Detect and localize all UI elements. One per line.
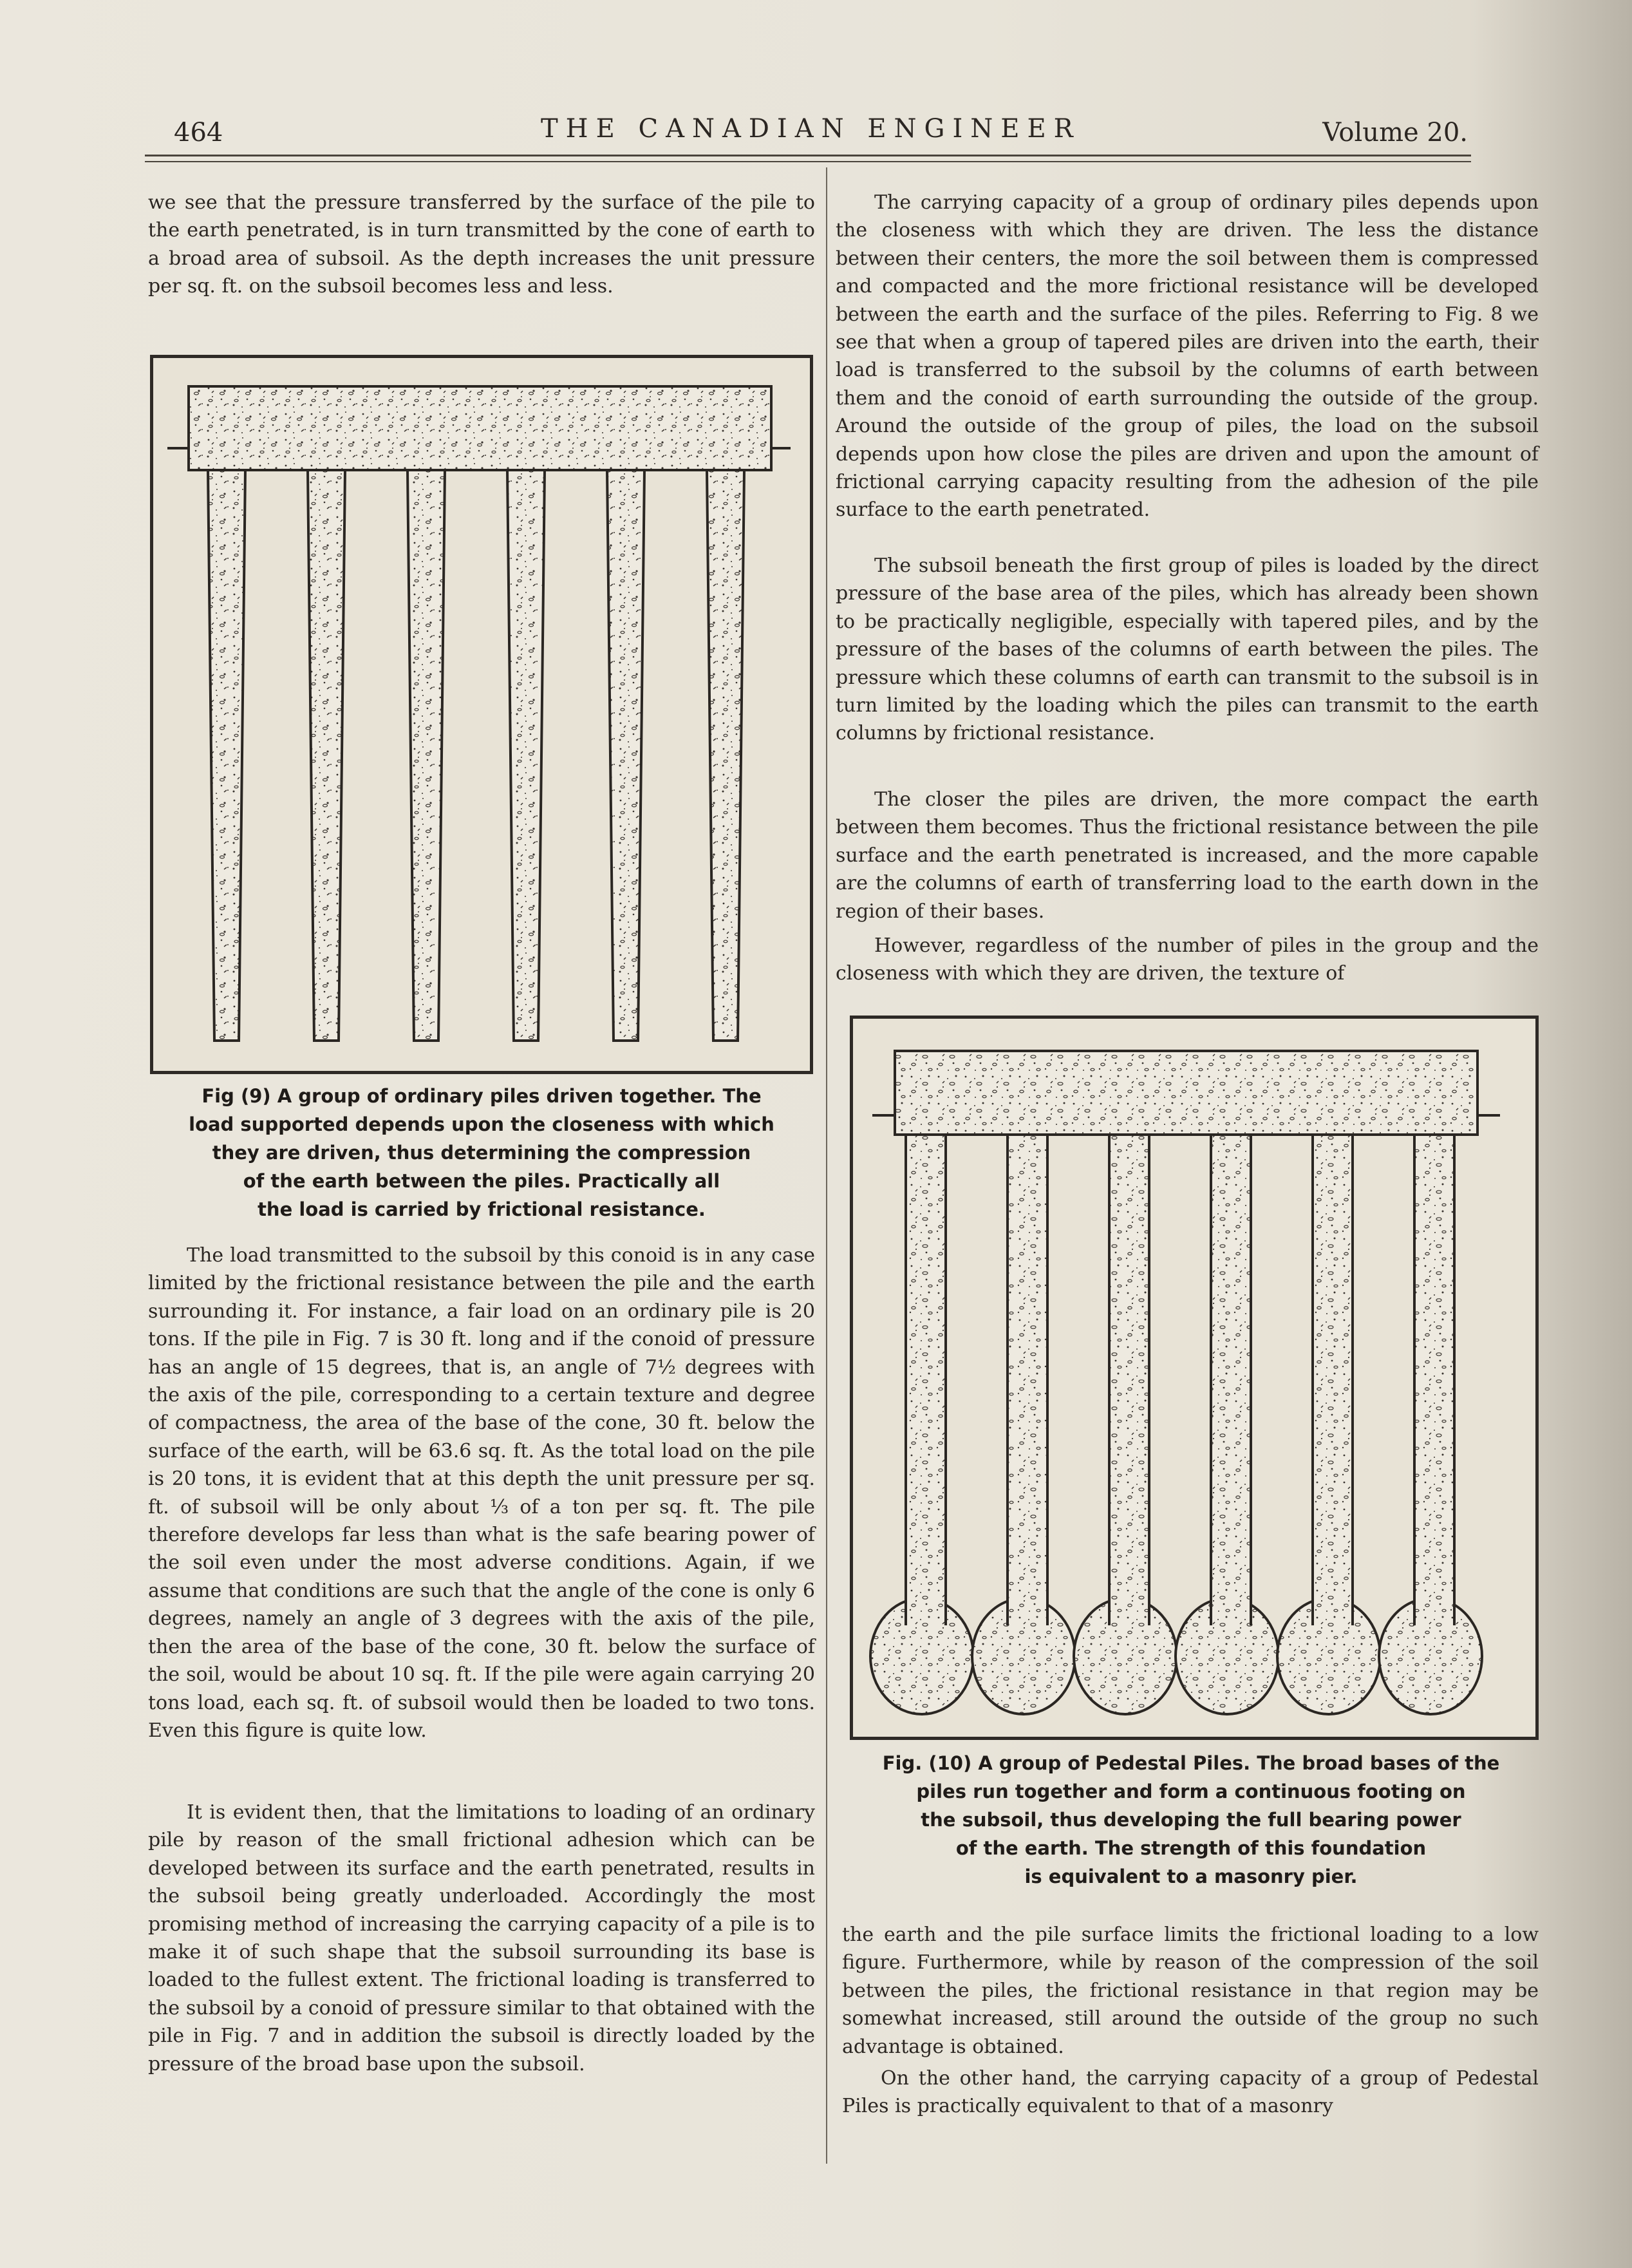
header-rule-thin [145, 161, 1471, 162]
left-paragraph-2 [148, 1242, 815, 1744]
tapered-pile [707, 470, 744, 1041]
right-paragraph-6-text: On the other hand, the carrying capacity of a group of Pedestal Piles is practically equivalent to that of a masonry [842, 2067, 1539, 2118]
right-paragraph-2 [836, 552, 1539, 748]
right-paragraph-2-text: The subsoil beneath the first group of piles is loaded by the direct pressure of the base area of the piles, which has already been shown to be practically negligible, especially with tapered piles, and by the pressure of the bases of the columns of earth between the piles. The pressure which these columns of earth can transmit to the subsoil is in turn limited by the loading which the piles can transmit to the earth columns by frictional resistance. [836, 554, 1539, 745]
pedestal-pile [1379, 1135, 1482, 1714]
right-paragraph-3 [836, 786, 1539, 925]
tapered-pile [208, 470, 245, 1041]
tapered-pile [408, 470, 445, 1041]
caption-line: Fig (9) A group of ordinary piles driven together. The [202, 1085, 762, 1107]
page-number: 464 [174, 118, 223, 147]
figure-10-caption [840, 1749, 1542, 1891]
caption-line: of the earth. The strength of this foundation [955, 1837, 1427, 1859]
figure-9-frame [150, 355, 813, 1074]
left-paragraph-2-text: The load transmitted to the subsoil by this conoid is in any case limited by the frictional resistance between the pile and the earth surrounding it. For instance, a fair load on an ordinary pile is 20 tons. If the pile in Fig. 7 is 30 ft. long and if the conoid of pressure has an angle of 15 degrees, that is, an angle of 7½ degrees with the axis of the pile, corresponding to a certain texture and degree of compactness, the area of the base of the cone, 30 ft. below the surface of the earth, will be 63.6 sq. ft. As the total load on the pile is 20 tons, it is evident that at this depth the unit pressure per sq. ft. of subsoil will be only about ⅓ of a ton per sq. ft. The pile therefore develops far less than what is the safe bearing power of the soil even under the most adverse conditions. Again, if we assume that conditions are such that the angle of the cone is only 6 degrees, namely an angle of 3 degrees with the axis of the pile, then the area of the base of the cone, 30 ft. below the surface of the soil, would be about 10 sq. ft. If the pile were again carrying 20 tons load, each sq. ft. of subsoil would then be loaded to two tons. Even this figure is quite low. [148, 1244, 815, 1742]
left-paragraph-1: we see that the pressure transferred by the surface of the pile to the earth penetrated, is in turn transmitted by the cone of earth to a broad area of subsoil. As the depth increases the unit pressure per sq. ft. on the subsoil becomes less and less. [148, 191, 815, 298]
right-paragraph-5: the earth and the pile surface limits the frictional loading to a low figure. Furthermore, while by reason of the compression of the soil between the piles, the frictional resistance in that region may be somewhat increased, still around the outside of the group no such advantage is obtained. [842, 1923, 1539, 2058]
left-paragraph-3 [148, 1799, 815, 2078]
pedestal-pile [972, 1135, 1075, 1714]
column-divider [826, 167, 827, 2164]
figure-10-frame [850, 1016, 1539, 1740]
tapered-pile [308, 470, 345, 1041]
figure-10-drawing [853, 1019, 1535, 1737]
figure-9-drawing [153, 358, 810, 1071]
right-paragraph-4-text: However, regardless of the number of piles in the group and the closeness with which they are driven, the texture of [836, 934, 1539, 985]
caption-line: piles run together and form a continuous footing on [916, 1781, 1466, 1802]
caption-line: load supported depends upon the closeness with which [189, 1113, 774, 1135]
pedestal-pile [1277, 1135, 1380, 1714]
figure-9-caption [148, 1082, 815, 1224]
right-paragraph-3-text: The closer the piles are driven, the more compact the earth between them becomes. Thus the frictional resistance between the pile surface and the earth penetrated is increased, and the more capable are the columns of earth of transferring load to the earth down in the region of their bases. [836, 788, 1539, 923]
caption-line: they are driven, thus determining the compression [212, 1142, 751, 1164]
volume-label: Volume 20. [1322, 118, 1468, 147]
right-paragraph-4 [836, 932, 1539, 988]
pedestal-pile [870, 1135, 973, 1714]
caption-line: of the earth between the piles. Practically all [243, 1170, 720, 1192]
tapered-pile [507, 470, 545, 1041]
pedestal-pile [1074, 1135, 1177, 1714]
running-header [142, 113, 1468, 151]
journal-title: THE CANADIAN ENGINEER [541, 114, 1081, 144]
pile-cap [189, 386, 771, 470]
right-paragraph-1-text: The carrying capacity of a group of ordinary piles depends upon the closeness with which they are driven. The less the distance between their centers, the more the soil between them is compressed and compacted and the more frictional resistance will be developed between the earth and the surface of the piles. Referring to Fig. 8 we see that when a group of tapered piles are driven into the earth, their load is transferred to the subsoil by the columns of earth between them and the conoid of earth surrounding the outside of the group. Around the outside of the group of piles, the load on the subsoil depends upon how close the piles are driven and upon the amount of frictional carrying capacity resulting from the adhesion of the pile surface to the earth penetrated. [836, 191, 1539, 522]
right-paragraph-6 [842, 2065, 1539, 2121]
left-paragraph-3-text: It is evident then, that the limitations to loading of an ordinary pile by reason of the small frictional adhesion which can be developed between its surface and the earth penetrated, results in the subsoil being greatly underloaded. Accordingly the most promising method of increasing the carrying capacity of a pile is to make it of such shape that the subsoil surrounding its base is loaded to the fullest extent. The frictional loading is transferred to the subsoil by a conoid of pressure similar to that obtained with the pile in Fig. 7 and in addition the subsoil is directly loaded by the pressure of the broad base upon the subsoil. [148, 1801, 815, 2075]
caption-line: is equivalent to a masonry pier. [1024, 1866, 1358, 1887]
caption-line: Fig. (10) A group of Pedestal Piles. The broad bases of the [882, 1752, 1500, 1774]
pedestal-pile [1176, 1135, 1279, 1714]
tapered-pile [607, 470, 644, 1041]
header-rule [145, 155, 1471, 156]
caption-line: the subsoil, thus developing the full bearing power [921, 1809, 1461, 1831]
pile-cap [895, 1051, 1477, 1135]
caption-line: the load is carried by frictional resistance. [258, 1198, 706, 1220]
right-paragraph-1 [836, 189, 1539, 524]
